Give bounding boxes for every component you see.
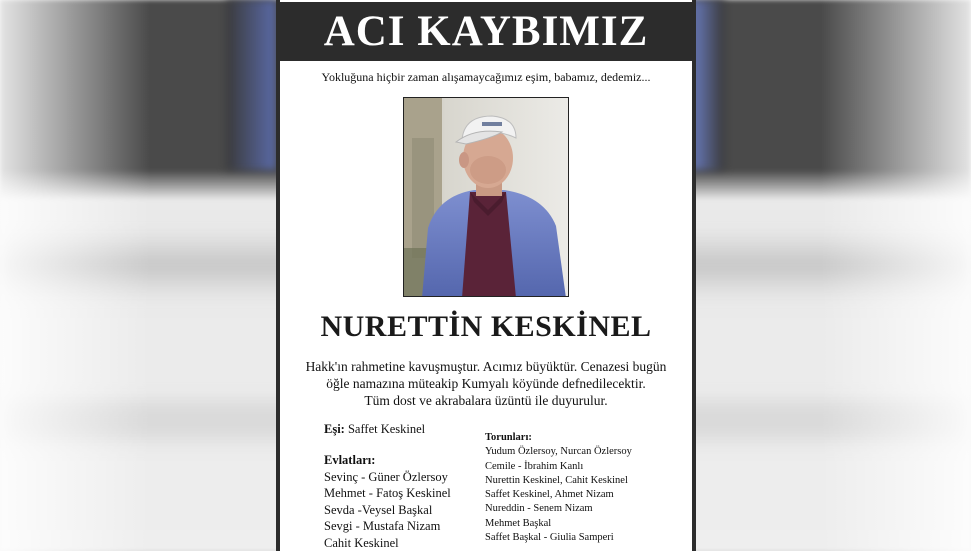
children-list bbox=[324, 452, 451, 551]
portrait-photo bbox=[403, 97, 569, 297]
list-item: Sevgi - Mustafa Nizam bbox=[324, 519, 441, 533]
obituary-card bbox=[276, 0, 696, 551]
children-label: Evlatları: bbox=[324, 453, 376, 467]
list-item: Saffet Keskinel, Ahmet Nizam bbox=[485, 489, 614, 501]
background-blur-accent-right bbox=[691, 0, 725, 170]
message-line: Hakk'ın rahmetine kavuşmuştur. Acımız büyüktür. Cenazesi bugün bbox=[305, 359, 667, 374]
spouse-line bbox=[324, 422, 425, 437]
list-item: Mehmet Başkal bbox=[485, 517, 552, 529]
list-item: Saffet Başkal - Giulia Samperi bbox=[485, 532, 614, 544]
list-item: Cahit Keskinel bbox=[324, 535, 399, 550]
message-line: öğle namazına müteakip Kumyalı köyünde defnedilecektir. bbox=[326, 376, 646, 391]
list-item: Mehmet - Fatoş Keskinel bbox=[324, 486, 451, 500]
deceased-name: NURETTİN KESKİNEL bbox=[320, 310, 652, 343]
list-item: Nureddin - Senem Nizam bbox=[485, 503, 593, 515]
notice-subtitle: Yokluğuna hiçbir zaman alışamaycağımız eşim, babamız, dedemiz... bbox=[321, 70, 651, 84]
background-fade-left bbox=[0, 0, 150, 551]
announcement-message bbox=[300, 358, 672, 409]
grandchildren-label: Torunları: bbox=[485, 432, 532, 443]
list-item: Sevda -Veysel Başkal bbox=[324, 502, 433, 517]
spouse-label: Eşi: bbox=[324, 422, 345, 436]
list-item: Nurettin Keskinel, Cahit Keskinel bbox=[485, 474, 628, 486]
title-banner bbox=[280, 2, 692, 61]
list-item: Yudum Özlersoy, Nurcan Özlersoy bbox=[485, 446, 632, 458]
background-fade-right bbox=[821, 0, 971, 551]
spouse-name: Saffet Keskinel bbox=[347, 422, 426, 436]
list-item: Sevinç - Güner Özlersoy bbox=[324, 469, 448, 484]
grandchildren-list bbox=[485, 431, 632, 545]
notice-title: ACI KAYBIMIZ bbox=[323, 8, 649, 55]
list-item: Cemile - İbrahim Kanlı bbox=[485, 460, 584, 472]
message-line: Tüm dost ve akrabalara üzüntü ile duyurulur. bbox=[364, 393, 608, 408]
background-blur-accent-left bbox=[226, 0, 276, 170]
